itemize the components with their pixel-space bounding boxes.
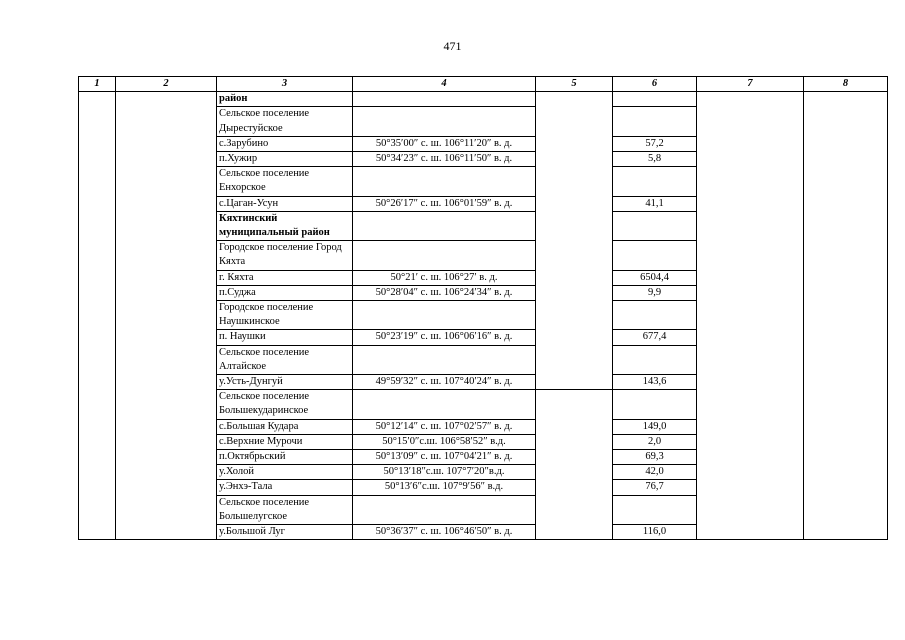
area-value-cell xyxy=(613,495,697,524)
column-header-7: 7 xyxy=(697,77,804,92)
coordinates-cell: 50°28′04″ с. ш. 106°24′34″ в. д. xyxy=(353,285,536,300)
settlement-name-cell: п.Суджа xyxy=(217,285,353,300)
coordinates-cell: 49°59′32″ с. ш. 107°40′24″ в. д. xyxy=(353,375,536,390)
coordinates-cell xyxy=(353,390,536,419)
area-value-cell xyxy=(613,390,697,419)
settlement-name-cell: с.Зарубино xyxy=(217,136,353,151)
coordinates-cell xyxy=(353,107,536,136)
area-value-cell: 57,2 xyxy=(613,136,697,151)
settlement-name-cell: у.Усть-Дунгуй xyxy=(217,375,353,390)
coordinates-cell: 50°15′0″с.ш. 106°58′52″ в.д. xyxy=(353,434,536,449)
coordinates-cell xyxy=(353,301,536,330)
coordinates-cell xyxy=(353,92,536,107)
coordinates-cell xyxy=(353,345,536,374)
coordinates-cell: 50°36′37″ с. ш. 106°46′50″ в. д. xyxy=(353,525,536,540)
settlement-name-cell: район xyxy=(217,92,353,107)
settlement-name-cell: с.Цаган-Усун xyxy=(217,196,353,211)
settlement-name-cell: Кяхтинский муниципальный район xyxy=(217,211,353,240)
table-row xyxy=(79,92,888,107)
area-value-cell: 5,8 xyxy=(613,152,697,167)
settlement-name-cell: Сельское поселение Большекударинское xyxy=(217,390,353,419)
coordinates-cell xyxy=(353,167,536,196)
column-header-1: 1 xyxy=(79,77,116,92)
coordinates-cell xyxy=(353,211,536,240)
coordinates-cell: 50°34′23″ с. ш. 106°11′50″ в. д. xyxy=(353,152,536,167)
area-value-cell xyxy=(613,301,697,330)
area-value-cell: 2,0 xyxy=(613,434,697,449)
settlements-table xyxy=(78,76,888,540)
column-5-cell xyxy=(536,92,613,390)
column-1-cell xyxy=(79,92,116,540)
column-header-3: 3 xyxy=(217,77,353,92)
settlement-name-cell: п.Хужир xyxy=(217,152,353,167)
column-header-6: 6 xyxy=(613,77,697,92)
settlement-name-cell: с.Большая Кудара xyxy=(217,419,353,434)
area-value-cell xyxy=(613,107,697,136)
coordinates-cell: 50°26′17″ с. ш. 106°01′59″ в. д. xyxy=(353,196,536,211)
area-value-cell: 149,0 xyxy=(613,419,697,434)
area-value-cell: 143,6 xyxy=(613,375,697,390)
settlement-name-cell: у.Энхэ-Тала xyxy=(217,480,353,495)
column-7-cell xyxy=(697,92,804,540)
settlement-name-cell: у.Холой xyxy=(217,465,353,480)
column-header-4: 4 xyxy=(353,77,536,92)
settlement-name-cell: Сельское поселение Алтайское xyxy=(217,345,353,374)
area-value-cell xyxy=(613,345,697,374)
area-value-cell: 6504,4 xyxy=(613,270,697,285)
settlement-name-cell: с.Верхние Мурочи xyxy=(217,434,353,449)
coordinates-cell: 50°13′18″с.ш. 107°7′20″в.д. xyxy=(353,465,536,480)
coordinates-cell: 50°23′19″ с. ш. 106°06′16″ в. д. xyxy=(353,330,536,345)
coordinates-cell: 50°13′09″ с. ш. 107°04′21″ в. д. xyxy=(353,450,536,465)
settlement-name-cell: Городское поселение Наушкинское xyxy=(217,301,353,330)
area-value-cell: 116,0 xyxy=(613,525,697,540)
area-value-cell: 41,1 xyxy=(613,196,697,211)
column-5-cell xyxy=(536,390,613,540)
column-header-8: 8 xyxy=(804,77,888,92)
table-body xyxy=(79,92,888,540)
table-header-row xyxy=(79,77,888,92)
coordinates-cell xyxy=(353,241,536,270)
column-header-5: 5 xyxy=(536,77,613,92)
area-value-cell: 9,9 xyxy=(613,285,697,300)
coordinates-cell: 50°12′14″ с. ш. 107°02′57″ в. д. xyxy=(353,419,536,434)
coordinates-cell: 50°21′ с. ш. 106°27′ в. д. xyxy=(353,270,536,285)
settlement-name-cell: у.Большой Луг xyxy=(217,525,353,540)
coordinates-cell xyxy=(353,495,536,524)
coordinates-cell: 50°35′00″ с. ш. 106°11′20″ в. д. xyxy=(353,136,536,151)
coordinates-cell: 50°13′6″с.ш. 107°9′56″ в.д. xyxy=(353,480,536,495)
area-value-cell xyxy=(613,211,697,240)
column-8-cell xyxy=(804,92,888,540)
settlement-name-cell: г. Кяхта xyxy=(217,270,353,285)
settlement-name-cell: Сельское поселение Енхорское xyxy=(217,167,353,196)
settlement-name-cell: Сельское поселение Большелугское xyxy=(217,495,353,524)
settlement-name-cell: Сельское поселение Дырестуйское xyxy=(217,107,353,136)
area-value-cell xyxy=(613,167,697,196)
page-number: 471 xyxy=(443,39,462,53)
area-value-cell: 76,7 xyxy=(613,480,697,495)
column-header-2: 2 xyxy=(116,77,217,92)
area-value-cell: 677,4 xyxy=(613,330,697,345)
settlement-name-cell: п.Октябрьский xyxy=(217,450,353,465)
column-2-cell xyxy=(116,92,217,540)
area-value-cell: 42,0 xyxy=(613,465,697,480)
area-value-cell xyxy=(613,241,697,270)
settlement-name-cell: Городское поселение Город Кяхта xyxy=(217,241,353,270)
area-value-cell: 69,3 xyxy=(613,450,697,465)
area-value-cell xyxy=(613,92,697,107)
settlement-name-cell: п. Наушки xyxy=(217,330,353,345)
